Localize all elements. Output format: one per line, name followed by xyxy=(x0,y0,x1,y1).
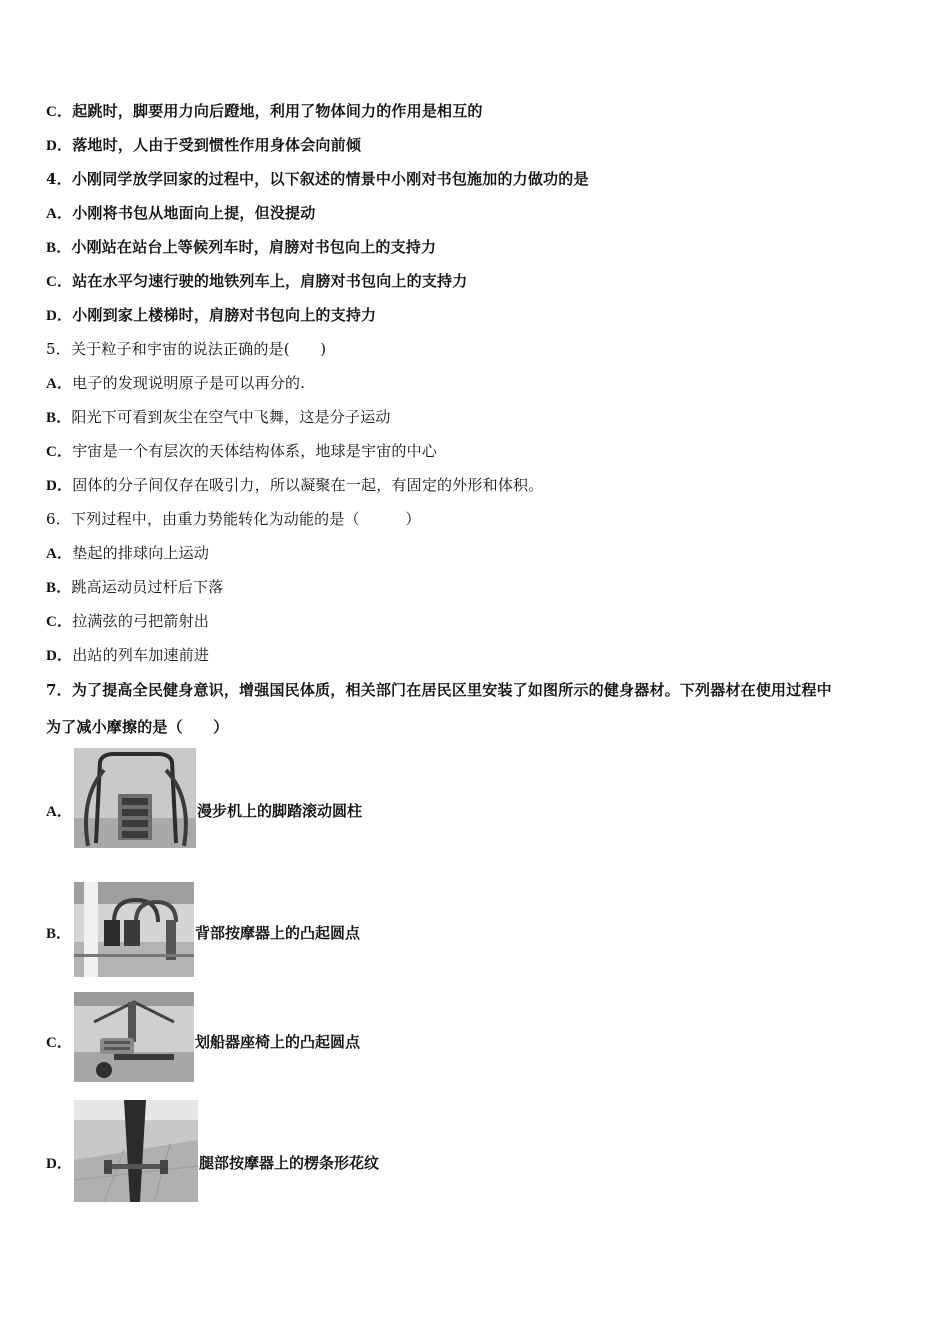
walking-machine-image xyxy=(74,748,196,848)
q6-option-a xyxy=(46,543,209,564)
q5-option-b xyxy=(46,407,391,428)
q5-option-d xyxy=(46,475,543,496)
option-label: A． xyxy=(46,546,73,562)
q4-option-b xyxy=(46,237,436,258)
q5-option-c xyxy=(46,441,437,462)
rowing-machine-photo xyxy=(74,992,194,1082)
option-label: D． xyxy=(46,138,73,154)
option-label: D． xyxy=(46,308,73,324)
option-text: 电子的发现说明原子是可以再分的. xyxy=(72,374,306,392)
back-massager-image xyxy=(74,882,194,977)
rowing-machine-image xyxy=(74,992,194,1082)
leg-massager-image xyxy=(74,1100,198,1202)
walking-machine-photo xyxy=(74,748,196,848)
q5-stem: 5．关于粒子和宇宙的说法正确的是( ) xyxy=(46,340,327,358)
q4-option-d xyxy=(46,305,376,326)
q3-option-d xyxy=(46,135,361,156)
q7-option-b-label: B． xyxy=(46,926,72,942)
q5-option-a xyxy=(46,373,305,394)
q7-option-a-label: A． xyxy=(46,804,72,820)
option-text: 起跳时，脚要用力向后蹬地，利用了物体间力的作用是相互的 xyxy=(72,102,483,120)
option-text: 宇宙是一个有层次的天体结构体系，地球是宇宙的中心 xyxy=(72,442,438,460)
option-label: A． xyxy=(46,376,73,392)
leg-massager-photo xyxy=(74,1100,198,1202)
q4-option-c xyxy=(46,271,467,292)
option-label: C． xyxy=(46,104,73,120)
q3-option-c xyxy=(46,101,483,122)
q4-option-a xyxy=(46,203,315,224)
option-text: 小刚到家上楼梯时，肩膀对书包向上的支持力 xyxy=(72,306,377,324)
option-label: D． xyxy=(46,648,73,664)
q6-option-d xyxy=(46,645,209,666)
q7-option-d-label: D． xyxy=(46,1156,72,1172)
option-label: B． xyxy=(46,240,72,256)
option-text: 落地时，人由于受到惯性作用身体会向前倾 xyxy=(72,136,362,154)
q7-option-a-text: 漫步机上的脚踏滚动圆柱 xyxy=(197,802,363,820)
option-text: 拉满弦的弓把箭射出 xyxy=(72,612,210,630)
option-label: A． xyxy=(46,206,73,222)
q6-option-c xyxy=(46,611,209,632)
option-text: 小刚将书包从地面向上提，但没提动 xyxy=(72,204,316,222)
option-label: C． xyxy=(46,444,73,460)
option-text: 垫起的排球向上运动 xyxy=(72,544,210,562)
option-label: C． xyxy=(46,274,73,290)
q4-stem: 4．小刚同学放学回家的过程中，以下叙述的情景中小刚对书包施加的力做功的是 xyxy=(46,170,589,188)
option-label: B． xyxy=(46,580,72,596)
option-label: C． xyxy=(46,614,73,630)
option-text: 站在水平匀速行驶的地铁列车上，肩膀对书包向上的支持力 xyxy=(72,272,468,290)
option-text: 出站的列车加速前进 xyxy=(72,646,210,664)
option-text: 小刚站在站台上等候列车时，肩膀对书包向上的支持力 xyxy=(71,238,437,256)
q6-stem: 6．下列过程中，由重力势能转化为动能的是（ ） xyxy=(46,510,421,528)
q7-option-d-text: 腿部按摩器上的楞条形花纹 xyxy=(199,1154,380,1172)
back-massager-photo xyxy=(74,882,194,977)
q7-stem-line1: 7．为了提高全民健身意识，增强国民体质，相关部门在居民区里安装了如图所示的健身器材。下列器材在使用过程中 xyxy=(46,681,832,699)
option-text: 跳高运动员过杆后下落 xyxy=(71,578,224,596)
q7-option-b-text: 背部按摩器上的凸起圆点 xyxy=(195,924,361,942)
q6-option-b xyxy=(46,577,223,598)
option-text: 阳光下可看到灰尘在空气中飞舞，这是分子运动 xyxy=(71,408,391,426)
q7-stem-line2: 为了减小摩擦的是（ ） xyxy=(46,718,229,736)
option-text: 固体的分子间仅存在吸引力，所以凝聚在一起，有固定的外形和体积。 xyxy=(72,476,544,494)
q7-option-c-text: 划船器座椅上的凸起圆点 xyxy=(195,1033,361,1051)
option-label: D． xyxy=(46,478,73,494)
option-label: B． xyxy=(46,410,72,426)
q7-option-c-label: C． xyxy=(46,1035,72,1051)
